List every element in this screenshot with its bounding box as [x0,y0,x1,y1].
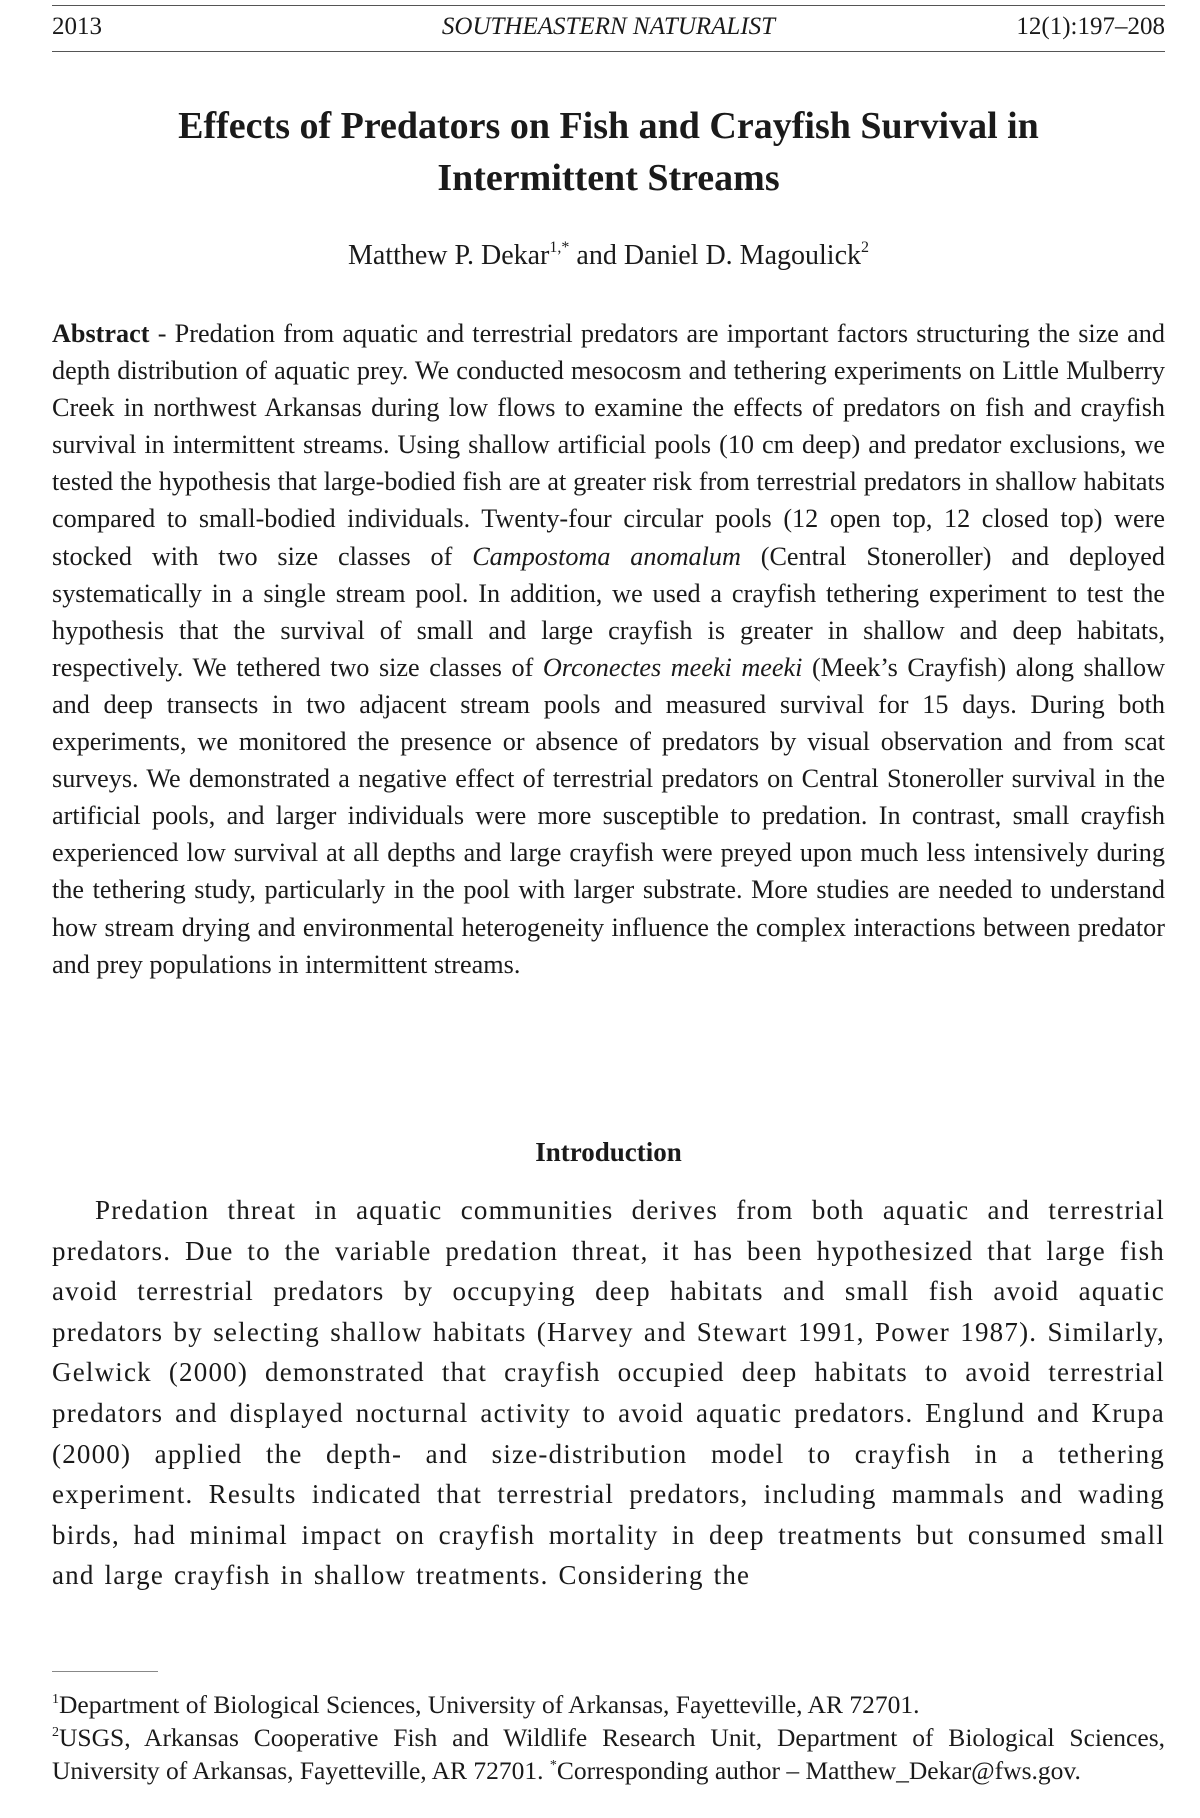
author-1-affiliation: 1,* [549,239,570,256]
corresponding-author-mark: * [549,1758,557,1773]
footnote-rule [52,1671,158,1672]
footnote-1-text: Department of Biological Sciences, University of Arkansas, Fayetteville, AR 72701. [59,1690,920,1719]
species-name-stoneroller: Campostoma anomalum [472,541,741,571]
species-name-crayfish: Orconectes meeki meeki [542,652,803,682]
abstract-text-c: (Meek’s Crayfish) along shallow and deep transects in two adjacent stream pools and measured survival for 15 days. During both experiments, we monitored the presence or absence of predators by visual observation and from scat surveys. We demonstrated a negative effect of terrestrial predators on Central Stoneroller survival in the artificial pools, and larger individuals were more susceptible to predation. In contrast, small crayfish experienced low survival at all depths and large crayfish were preyed upon much less intensively during the tethering study, particularly in the pool with larger substrate. More studies are needed to understand how stream drying and environmental heterogeneity influence the complex interactions between predator and prey populations in intermittent streams. [52,652,1165,979]
header-top-rule [52,5,1165,6]
footnotes [52,1688,1165,1787]
corresponding-author-text: Corresponding author – Matthew_Dekar@fws.gov. [556,1756,1081,1785]
author-list [52,238,1165,274]
header-year: 2013 [52,13,102,40]
author-conjunction: and [569,240,624,271]
author-1: Matthew P. Dekar [347,240,550,271]
header-journal: SOUTHEASTERN NATURALIST [441,13,776,40]
footnote-1 [52,1688,1165,1721]
title-line-1: Effects of Predators on Fish and Crayfish Survival in [178,105,1039,147]
footnote-2-text: USGS, Arkansas Cooperative Fish and Wildlife Research Unit, Department of Biological Sciences, University of Arkansas, Fayetteville, AR 72701. [52,1723,1165,1785]
running-header [52,10,1165,44]
abstract-text-b: (Central Stoneroller) and deployed systematically in a single stream pool. In addition, we used a crayfish tethering experiment to test the hypothesis that the survival of small and large crayfish is greater in shallow and deep habitats, respectively. We tethered two size classes of [52,541,1165,682]
footnote-1-mark: 1 [52,1692,59,1707]
author-2: Daniel D. Magoulick [623,240,861,271]
header-citation: 12(1):197–208 [1016,13,1165,40]
author-2-affiliation: 2 [861,239,869,256]
header-bottom-rule [52,51,1165,52]
abstract-label: Abstract [52,319,150,348]
paper-title [52,100,1165,204]
abstract-text-a: Predation from aquatic and terrestrial predators are important factors structuring the size and depth distribution of aquatic prey. We conducted mesocosm and tethering experiments on Little Mulberry Creek in northwest Arkansas during low flows to examine the effects of predators on fish and crayfish survival in intermittent streams. Using shallow artificial pools (10 cm deep) and predator exclusions, we tested the hypothesis that large-bodied fish are at greater risk from terrestrial predators in shallow habitats compared to small-bodied individuals. Twenty-four circular pools (12 open top, 12 closed top) were stocked with two size classes of [52,319,1165,571]
section-heading-introduction: Introduction [535,1137,682,1167]
abstract-separator: - [149,319,175,348]
title-line-2: Intermittent Streams [437,157,780,199]
footnote-2-mark: 2 [52,1725,59,1740]
introduction-paragraph: Predation threat in aquatic communities derives from both aquatic and terrestrial predators. Due to the variable predation threat, it has been hypothesized that large fish avoid terrestrial predators by occupying deep habitats and small fish avoid aquatic predators by selecting shallow habitats (Harvey and Stewart 1991, Power 1987). Similarly, Gelwick (2000) demonstrated that crayfish occupied deep habitats to avoid terrestrial predators and displayed nocturnal activity to avoid aquatic predators. Englund and Krupa (2000) applied the depth- and size-distribution model to crayfish in a tethering experiment. Results indicated that terrestrial predators, including mammals and wading birds, had minimal impact on crayfish mortality in deep treatments but consumed small and large crayfish in shallow treatments. Considering the [52,1195,1165,1591]
footnote-2 [52,1721,1165,1787]
abstract [52,315,1165,983]
